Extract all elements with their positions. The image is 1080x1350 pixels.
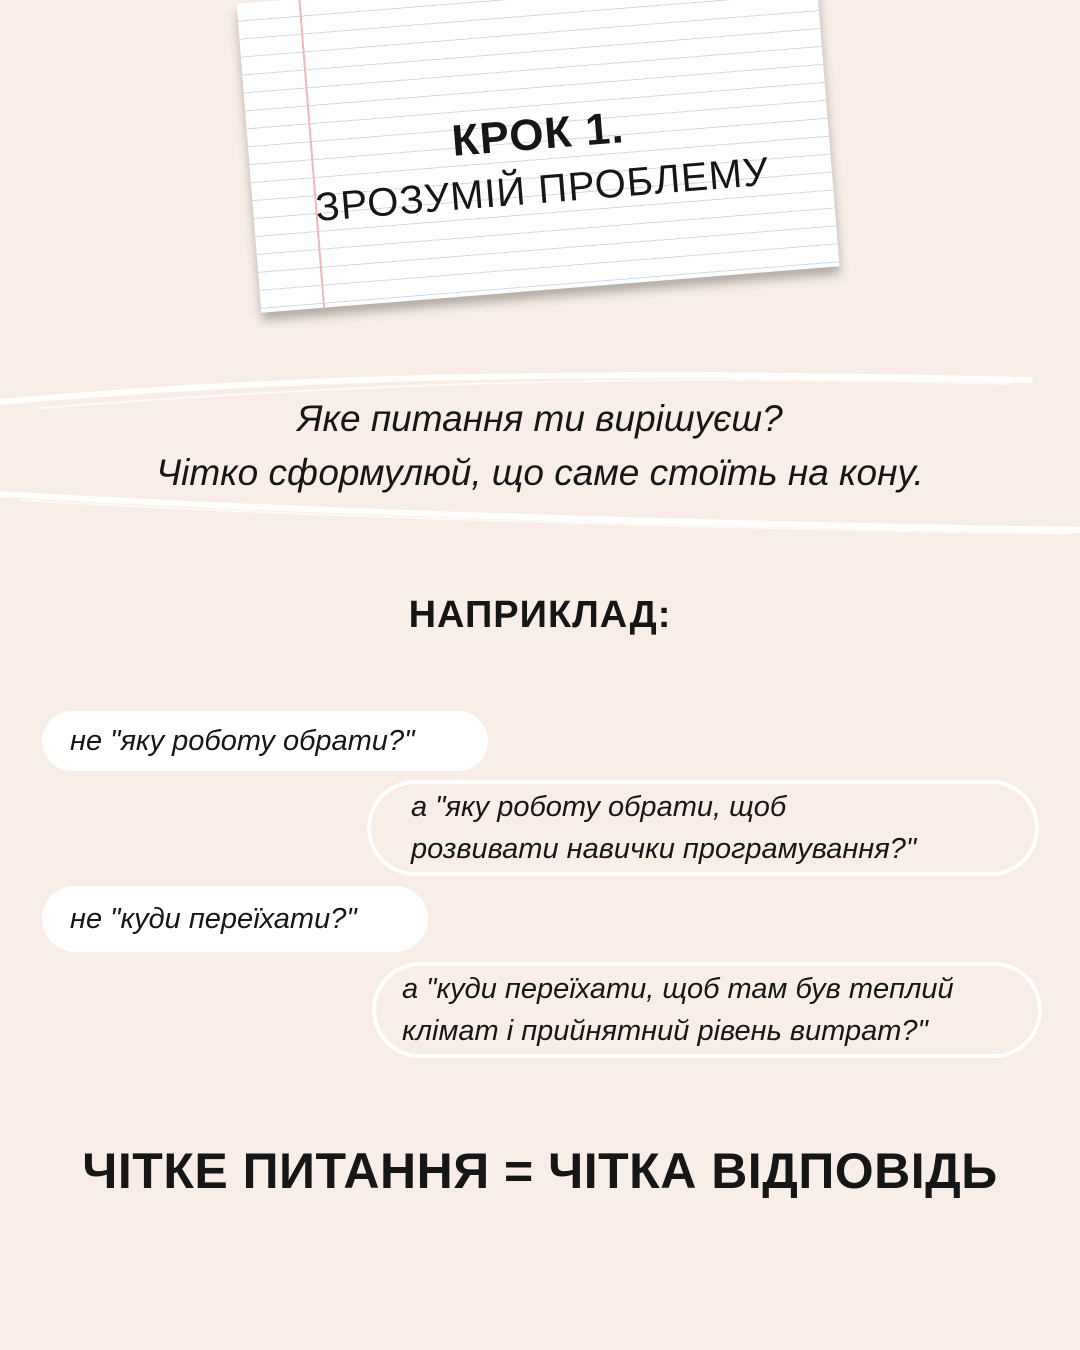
examples-heading: НАПРИКЛАД:	[408, 594, 672, 636]
conclusion-text: ЧІТКЕ ПИТАННЯ = ЧІТКА ВІДПОВІДЬ	[82, 1143, 998, 1199]
good-question-line-1: а "яку роботу обрати, щоб	[411, 791, 787, 823]
bad-question-text: не "куди переїхати?"	[70, 903, 357, 935]
good-question-line-1: а "куди переїхати, щоб там був теплий	[402, 973, 954, 1005]
good-question-line-2: клімат і прийнятний рівень витрат?"	[402, 1015, 928, 1047]
bad-question-text: не "яку роботу обрати?"	[70, 725, 415, 757]
bad-question-bubble	[42, 886, 428, 952]
step-title: КРОК 1.	[449, 103, 626, 166]
bad-question-bubble	[42, 711, 488, 771]
question-text	[0, 392, 1080, 500]
question-line-2: Чітко сформулюй, що саме стоїть на кону.	[156, 452, 924, 493]
step-subtitle: ЗРОЗУМІЙ ПРОБЛЕМУ	[313, 149, 771, 231]
notebook-paper	[237, 0, 840, 313]
good-question-bubble	[372, 962, 1042, 1058]
good-question-bubble	[367, 780, 1039, 876]
question-line-1: Яке питання ти вирішуєш?	[297, 398, 783, 439]
good-question-line-2: розвивати навички програмування?"	[411, 833, 917, 865]
